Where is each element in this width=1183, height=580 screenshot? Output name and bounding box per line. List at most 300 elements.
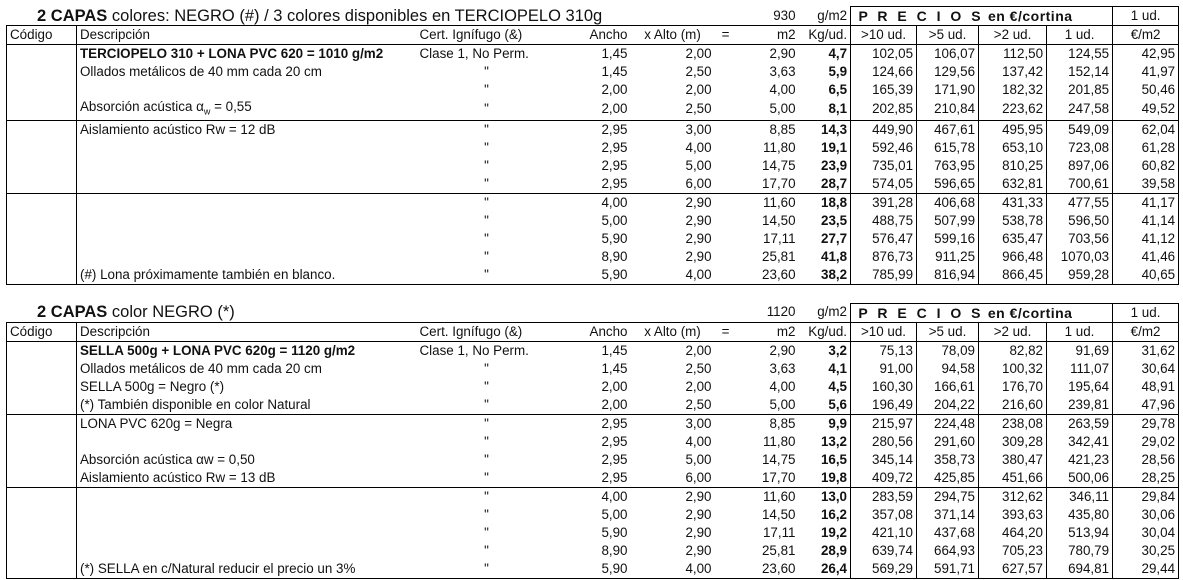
cert-cell: " [484,212,489,228]
price-5-cell: 224,48 [917,414,979,433]
price-10-cell: 345,14 [851,451,917,469]
description-cell [77,212,417,230]
col-header-p10: >10 ud. [851,322,917,341]
kg-cell: 9,9 [828,415,847,431]
ancho-cell: 1,45 [601,342,628,358]
cert-cell: " [417,266,557,285]
codigo-cell [7,360,77,378]
price-10-cell: 576,47 [851,230,917,248]
price-10-cell: 785,99 [851,266,917,285]
description-text: SELLA 500g + LONA PVC 620g = 1120 g/m2 [80,342,356,358]
codigo-cell [7,248,77,266]
m2-cell: 11,60 [762,488,796,504]
title-row [7,7,1179,26]
kg-cell: 13,2 [820,433,847,449]
alto-cell: 4,00 [631,266,715,285]
equals-cell [715,542,737,560]
price-2-cell: 495,95 [979,120,1047,139]
equals-cell [715,560,737,579]
price-m2-cell: 29,84 [1113,487,1179,506]
weight-unit: g/m2 [817,304,847,320]
price-10-cell: 592,46 [851,139,917,157]
kg-cell: 16,5 [820,451,847,467]
alto-cell: 2,90 [685,212,712,228]
equals-cell [715,433,737,451]
alto-cell: 5,00 [685,157,712,173]
col-header-ancho: Ancho [557,322,631,341]
description-cell [77,248,417,266]
ancho-cell: 5,00 [601,212,628,228]
price-m2-cell: 42,95 [1113,45,1179,64]
prices-title [851,303,1113,322]
price-2-cell: 431,33 [979,193,1047,212]
price-5-cell: 599,16 [917,230,979,248]
price-2-cell: 312,62 [979,487,1047,506]
price-2-cell: 632,81 [979,175,1047,194]
ancho-cell: 2,00 [601,82,628,97]
alto-cell: 2,50 [685,360,712,376]
table-row [7,487,1179,506]
description-text: (*) SELLA en c/Natural reducir el precio un 3% [80,560,356,576]
price-10-cell: 215,97 [851,414,917,433]
equals-cell [715,81,737,99]
codigo-cell [7,341,77,360]
description-text: TERCIOPELO 310 + LONA PVC 620 = 1010 g/m2 [80,46,384,61]
price-10-cell: 196,49 [851,396,917,415]
description-cell [77,175,417,194]
cert-cell: " [484,360,489,376]
price-5-cell: 437,68 [917,524,979,542]
price-2-cell: 223,62 [979,99,1047,120]
description-cell [77,63,417,81]
price-m2-cell: 29,02 [1113,433,1179,451]
cert-cell: Clase 1, No Perm. [419,342,529,358]
price-1-cell: 346,11 [1047,487,1113,506]
equals-cell [715,157,737,175]
ancho-cell: 5,90 [601,230,628,246]
col-header-p10: >10 ud. [851,26,917,45]
ancho-cell: 2,95 [601,433,628,449]
price-5-cell: 371,14 [917,506,979,524]
codigo-cell [7,45,77,64]
alto-cell: 2,90 [685,542,712,558]
price-10-cell: 735,01 [851,157,917,175]
one-unit-label: 1 ud. [1113,7,1179,26]
col-header-equals: = [715,26,737,45]
price-2-cell: 627,57 [979,560,1047,579]
price-5-cell: 204,22 [917,396,979,415]
price-2-cell: 380,47 [979,451,1047,469]
price-m2-cell: 50,46 [1113,81,1179,99]
equals-cell [715,63,737,81]
kg-cell: 5,9 [828,64,848,79]
price-10-cell: 357,08 [851,506,917,524]
cert-cell: Clase 1, No Perm. [419,46,529,61]
equals-cell [715,451,737,469]
description-cell [77,193,417,212]
col-header-p1: 1 ud. [1047,26,1113,45]
alto-cell: 2,90 [685,194,712,210]
price-5-cell: 210,84 [917,99,979,120]
alto-cell: 2,90 [685,506,712,522]
table-row [7,81,1179,99]
price-table [6,6,1179,285]
price-2-cell: 966,48 [979,248,1047,266]
price-m2-cell: 41,17 [1113,193,1179,212]
price-1-cell: 111,07 [1047,360,1113,378]
price-2-cell: 635,47 [979,230,1047,248]
price-5-cell: 358,73 [917,451,979,469]
price-5-cell: 664,93 [917,542,979,560]
equals-cell [715,139,737,157]
kg-cell: 4,1 [828,360,847,376]
price-1-cell: 247,58 [1047,99,1113,120]
table-row [7,433,1179,451]
table-row [7,506,1179,524]
kg-cell: 6,5 [828,82,848,97]
description-text: Absorción acústica αw = 0,50 [80,451,255,467]
description-text: LONA PVC 620g = Negra [80,415,233,431]
equals-cell [715,266,737,285]
table-row [7,560,1179,579]
description-text: Absorción acústica α [80,99,204,114]
prices-title-rest: en €/cortina [987,304,1073,321]
price-1-cell: 195,64 [1047,378,1113,396]
price-1-cell: 780,79 [1047,542,1113,560]
alto-cell: 6,00 [631,469,715,488]
price-1-cell: 959,28 [1047,266,1113,285]
description-cell [77,469,417,488]
col-header-alto: x Alto (m) [631,322,715,341]
price-m2-cell: 41,46 [1113,248,1179,266]
ancho-cell: 2,95 [601,121,628,137]
price-m2-cell: 30,06 [1113,506,1179,524]
table-row [7,469,1179,488]
description-cell [77,524,417,542]
description-cell [77,266,417,285]
weight-value: 1120 [766,304,796,320]
price-1-cell: 596,50 [1047,212,1113,230]
m2-cell: 17,11 [763,230,796,246]
alto-cell: 2,90 [685,230,712,246]
col-header-p2: >2 ud. [979,26,1047,45]
ancho-cell: 2,95 [557,469,631,488]
table-row [7,266,1179,285]
equals-cell [715,378,737,396]
price-5-cell: 171,90 [917,81,979,99]
price-5-cell: 78,09 [917,341,979,360]
kg-cell: 41,8 [821,248,848,264]
codigo-cell [7,266,77,285]
price-m2-cell: 61,28 [1113,139,1179,157]
price-2-cell: 82,82 [979,341,1047,360]
price-5-cell: 406,68 [917,193,979,212]
weight-value: 930 [773,7,796,23]
price-1-cell: 500,06 [1047,469,1113,488]
ancho-cell: 2,95 [601,157,628,173]
alto-cell: 2,90 [685,524,712,540]
codigo-cell [7,157,77,175]
col-header-codigo: Código [7,26,77,45]
equals-cell [715,193,737,212]
cert-cell: " [417,560,557,579]
cert-cell: " [417,99,557,120]
codigo-cell [7,414,77,433]
col-header-kg: Kg/ud. [799,322,851,341]
weight-unit: g/m2 [817,7,848,23]
price-5-cell: 596,65 [917,175,979,194]
codigo-cell [7,230,77,248]
col-header-m2: m2 [737,26,799,45]
description-text: Aislamiento acústico Rw = 13 dB [80,469,276,485]
cert-cell: " [484,121,489,137]
price-2-cell: 464,20 [979,524,1047,542]
price-1-cell: 91,69 [1047,341,1113,360]
price-m2-cell: 29,78 [1113,414,1179,433]
cert-cell: " [484,506,489,522]
equals-cell [715,120,737,139]
codigo-cell [7,560,77,579]
price-2-cell: 137,42 [979,63,1047,81]
prices-title [851,7,1113,26]
price-2-cell: 216,60 [979,396,1047,415]
price-10-cell: 160,30 [851,378,917,396]
ancho-cell: 8,90 [601,542,628,558]
equals-cell [715,414,737,433]
col-header-m2: m2 [737,322,799,341]
price-10-cell: 391,28 [851,193,917,212]
table-row [7,414,1179,433]
cert-cell: " [484,64,489,79]
equals-cell [715,230,737,248]
table-row [7,230,1179,248]
equals-cell [715,45,737,64]
table-row [7,120,1179,139]
alto-cell: 5,00 [685,451,712,467]
one-unit-label: 1 ud. [1113,303,1179,322]
price-10-cell: 421,10 [851,524,917,542]
codigo-cell [7,433,77,451]
price-2-cell: 112,50 [979,45,1047,64]
m2-cell: 11,60 [763,194,796,210]
header-row [7,26,1179,45]
kg-cell: 19,2 [820,524,847,540]
price-m2-cell: 30,25 [1113,542,1179,560]
alto-cell: 3,00 [685,121,712,137]
price-5-cell: 615,78 [917,139,979,157]
kg-cell: 19,8 [799,469,851,488]
price-1-cell: 897,06 [1047,157,1113,175]
price-1-cell: 723,08 [1047,139,1113,157]
cert-cell: " [484,433,489,449]
col-header-descripcion: Descripción [77,26,417,45]
ancho-cell: 2,00 [601,378,628,394]
price-table-block [6,303,1178,579]
kg-cell: 3,2 [828,342,847,358]
description-cell [77,414,417,433]
price-10-cell: 102,05 [851,45,917,64]
ancho-cell: 2,95 [601,415,628,431]
price-5-cell: 94,58 [917,360,979,378]
kg-cell: 13,0 [820,488,847,504]
price-1-cell: 421,23 [1047,451,1113,469]
description-cell [77,433,417,451]
price-table [6,303,1179,579]
price-10-cell: 639,74 [851,542,917,560]
table-title-rest: color NEGRO (*) [107,303,235,322]
m2-cell: 11,80 [763,139,796,155]
ancho-cell: 4,00 [601,488,628,504]
price-5-cell: 816,94 [917,266,979,285]
m2-cell: 3,63 [769,360,796,376]
kg-cell: 18,8 [821,194,848,210]
price-10-cell: 91,00 [851,360,917,378]
table-row [7,157,1179,175]
ancho-cell: 2,00 [557,99,631,120]
price-2-cell: 393,63 [979,506,1047,524]
cert-cell: " [484,415,489,431]
price-2-cell: 705,23 [979,542,1047,560]
table-row [7,360,1179,378]
equals-cell [715,524,737,542]
price-2-cell: 100,32 [979,360,1047,378]
price-m2-cell: 28,56 [1113,451,1179,469]
price-m2-cell: 41,97 [1113,63,1179,81]
col-header-equals: = [715,322,737,341]
alto-cell: 4,00 [685,433,712,449]
ancho-cell: 1,45 [601,46,628,61]
col-header-pm2: €/m2 [1113,26,1179,45]
alto-cell: 3,00 [685,415,712,431]
kg-cell: 23,5 [821,212,848,228]
price-10-cell: 124,66 [851,63,917,81]
price-1-cell: 703,56 [1047,230,1113,248]
codigo-cell [7,487,77,506]
m2-cell: 2,90 [769,342,796,358]
prices-title-spaced: P R E C I O S [858,304,984,321]
kg-cell: 23,9 [821,157,848,173]
description-cell [77,230,417,248]
table-row [7,396,1179,415]
codigo-cell [7,193,77,212]
col-header-alto: x Alto (m) [631,26,715,45]
price-5-cell: 129,56 [917,63,979,81]
table-title-rest: colores: NEGRO (#) / 3 colores disponibles en TERCIOPELO 310g [107,6,603,25]
codigo-cell [7,524,77,542]
table-row [7,341,1179,360]
table-title [7,303,715,322]
price-5-cell: 291,60 [917,433,979,451]
m2-cell: 25,81 [761,542,796,558]
equals-cell [715,396,737,415]
alto-cell: 2,50 [685,64,712,79]
alto-cell: 2,00 [685,46,712,61]
cert-cell: " [484,451,489,467]
price-10-cell: 569,29 [851,560,917,579]
alto-cell: 2,00 [685,342,712,358]
price-1-cell: 513,94 [1047,524,1113,542]
price-2-cell: 309,28 [979,433,1047,451]
description-text: (#) Lona próximamente también en blanco. [80,266,336,282]
price-5-cell: 763,95 [917,157,979,175]
cert-cell: " [417,469,557,488]
alto-cell: 2,00 [685,82,712,97]
m2-cell: 25,81 [762,248,796,264]
price-5-cell: 507,99 [917,212,979,230]
ancho-cell: 5,90 [557,560,631,579]
equals-cell [715,360,737,378]
equals-cell [715,99,737,120]
alto-cell: 2,90 [685,248,712,264]
price-1-cell: 1070,03 [1047,248,1113,266]
description-text: Aislamiento acústico Rw = 12 dB [80,121,276,137]
price-1-cell: 152,14 [1047,63,1113,81]
cert-cell: " [484,194,489,210]
price-2-cell: 653,10 [979,139,1047,157]
alto-cell: 4,00 [631,560,715,579]
price-10-cell: 876,73 [851,248,917,266]
m2-cell: 5,00 [737,396,799,415]
table-row [7,212,1179,230]
price-m2-cell: 60,82 [1113,157,1179,175]
price-1-cell: 201,85 [1047,81,1113,99]
ancho-cell: 5,90 [601,524,628,540]
table-row [7,175,1179,194]
ancho-cell: 2,95 [601,451,628,467]
price-m2-cell: 62,04 [1113,120,1179,139]
price-m2-cell: 28,25 [1113,469,1179,488]
kg-cell: 8,1 [799,99,851,120]
m2-cell: 11,80 [762,433,796,449]
description-cell [77,542,417,560]
price-1-cell: 263,59 [1047,414,1113,433]
m2-cell: 3,63 [769,64,796,79]
price-1-cell: 549,09 [1047,120,1113,139]
description-cell [77,360,417,378]
m2-cell: 5,00 [737,99,799,120]
price-10-cell: 280,56 [851,433,917,451]
price-10-cell: 409,72 [851,469,917,488]
table-row [7,63,1179,81]
kg-cell: 19,1 [821,139,848,155]
description-cell [77,396,417,415]
price-10-cell: 449,90 [851,120,917,139]
table-row [7,139,1179,157]
ancho-cell: 1,45 [601,64,628,79]
price-5-cell: 591,71 [917,560,979,579]
m2-cell: 17,70 [737,175,799,194]
price-10-cell: 75,13 [851,341,917,360]
m2-cell: 4,00 [769,378,796,394]
description-cell [77,120,417,139]
codigo-cell [7,378,77,396]
col-header-p5: >5 ud. [917,26,979,45]
price-2-cell: 866,45 [979,266,1047,285]
kg-cell: 4,7 [828,46,848,61]
codigo-cell [7,99,77,120]
ancho-cell: 2,95 [601,139,628,155]
table-row [7,378,1179,396]
cert-cell: " [484,157,489,173]
price-10-cell: 488,75 [851,212,917,230]
m2-cell: 23,60 [737,266,799,285]
cert-cell: " [484,488,489,504]
price-10-cell: 574,05 [851,175,917,194]
m2-cell: 14,75 [762,157,796,173]
codigo-cell [7,81,77,99]
kg-cell: 38,2 [799,266,851,285]
description-cell [77,139,417,157]
